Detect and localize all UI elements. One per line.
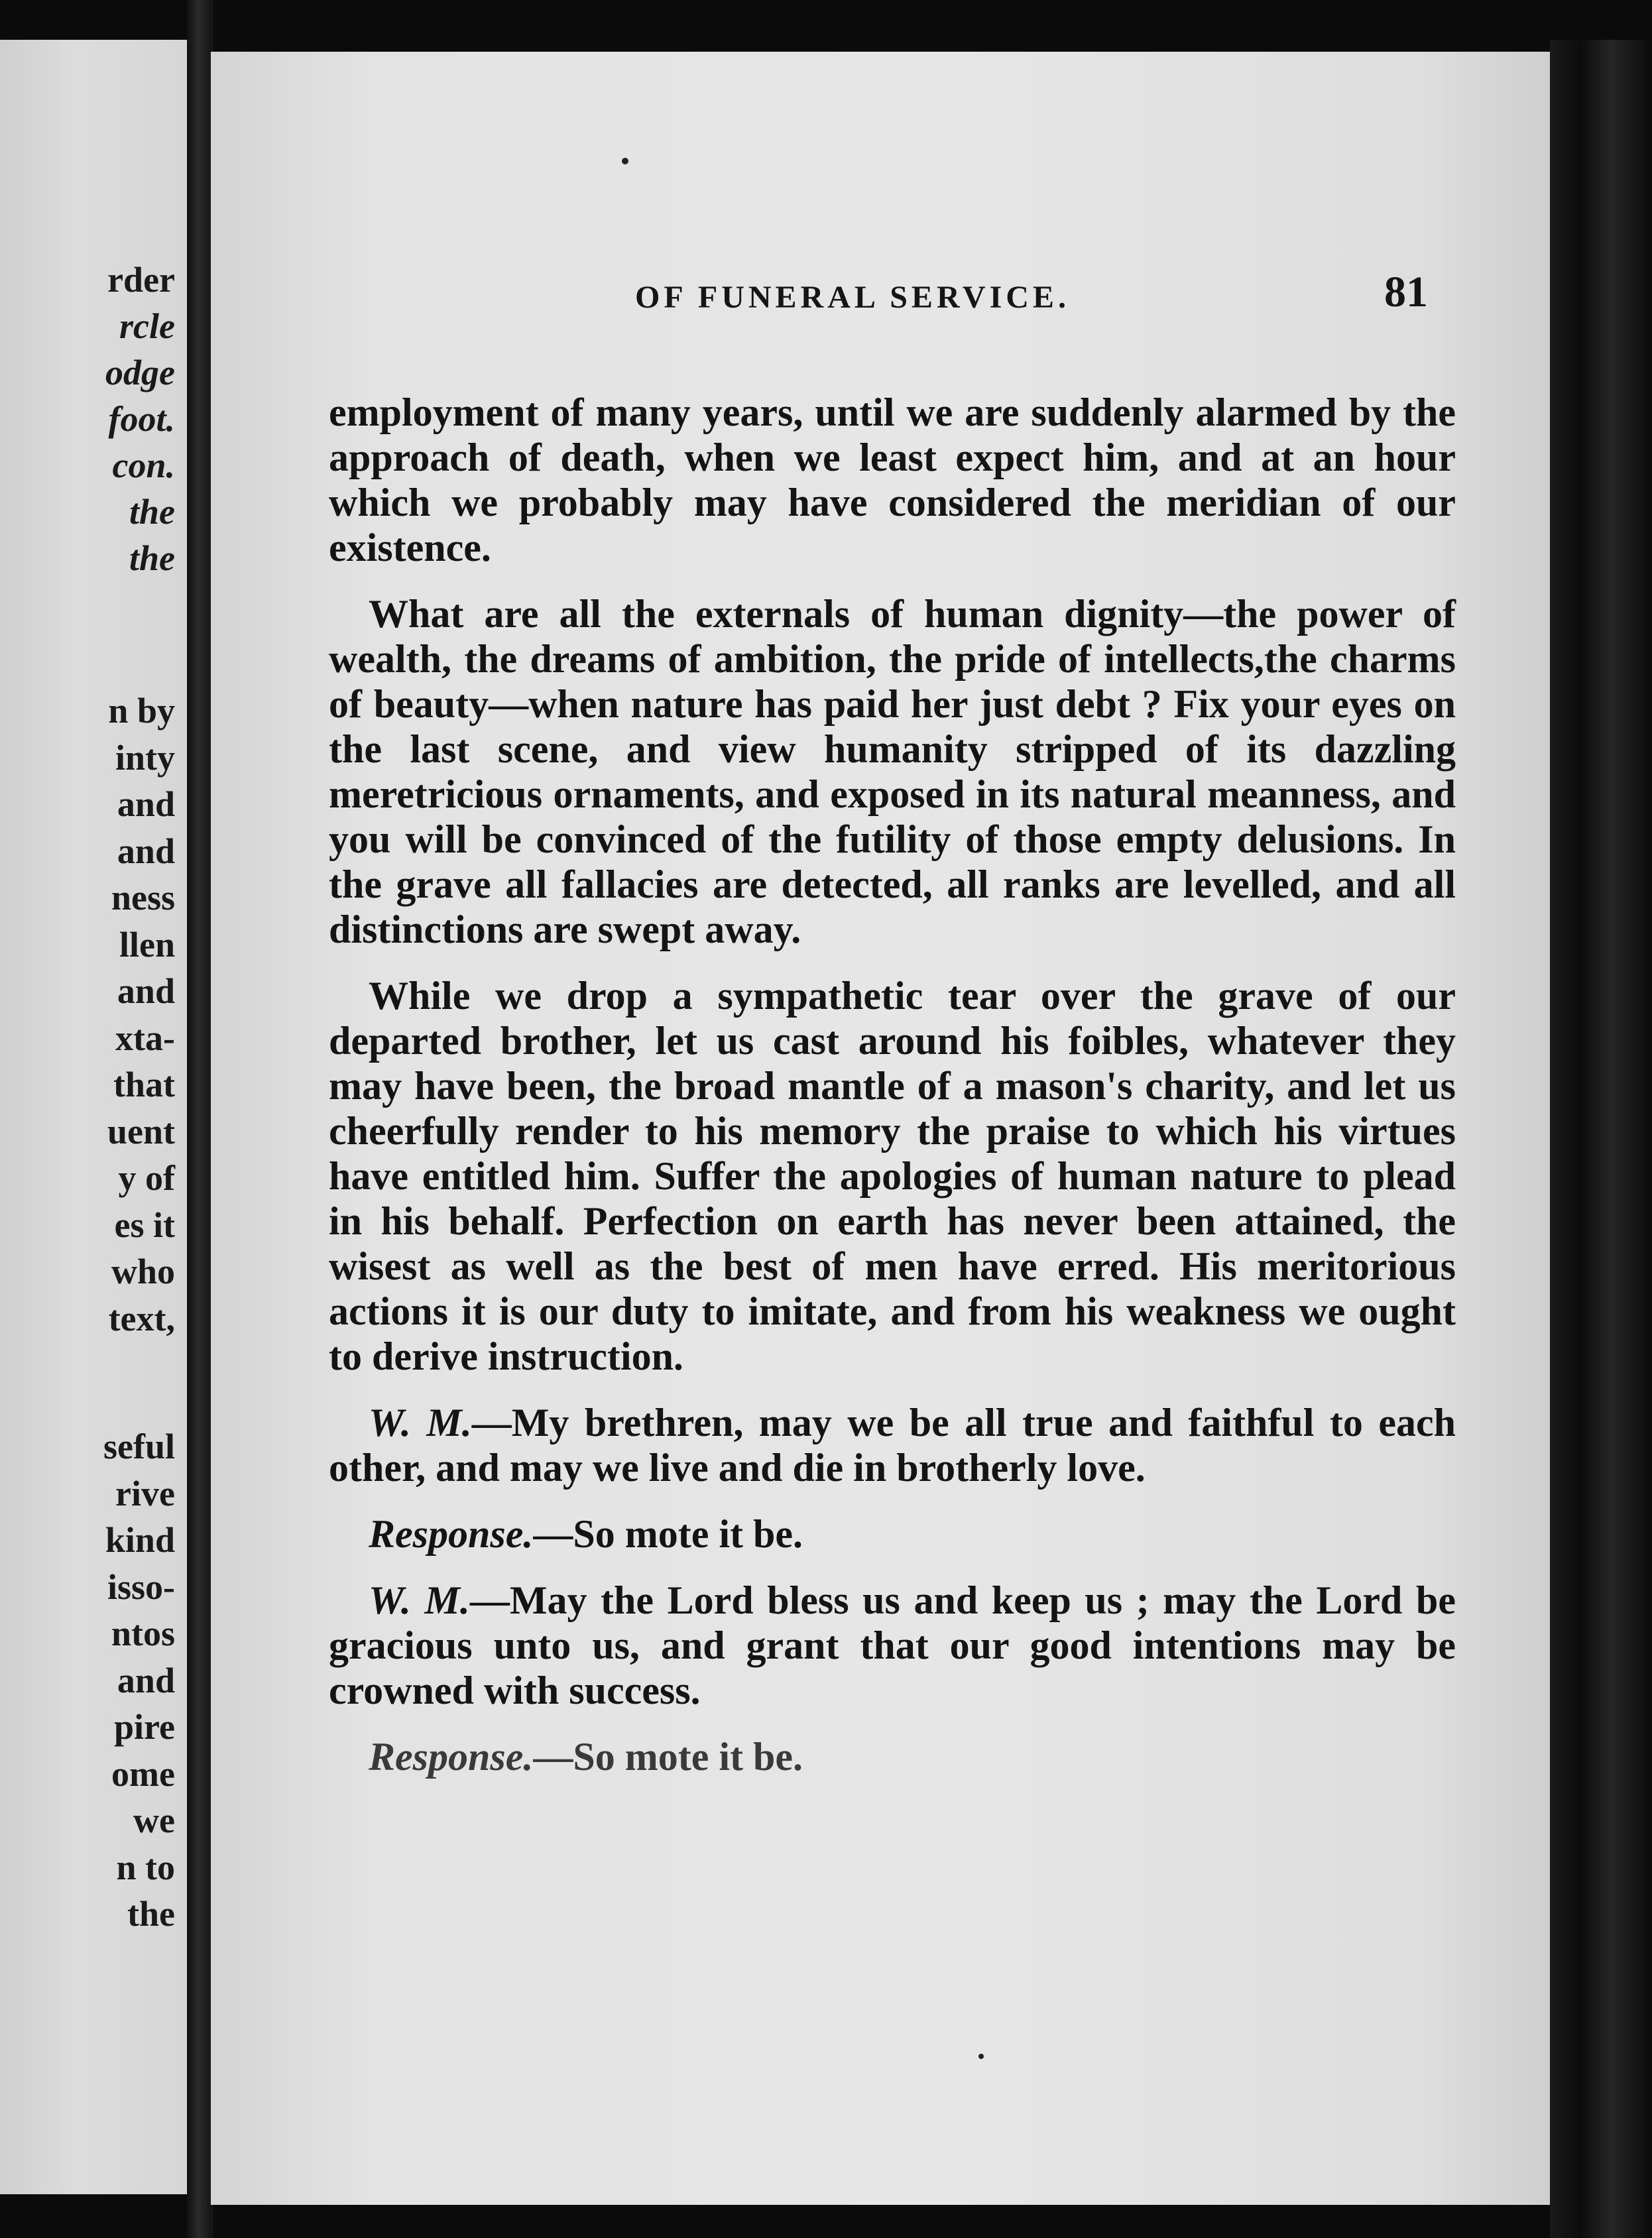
page-body: [329, 390, 1456, 1800]
left-facing-page: [0, 40, 187, 2194]
left-page-line: foot.: [108, 399, 175, 439]
left-page-line: xta-: [115, 1018, 175, 1058]
left-page-line: the: [129, 492, 175, 532]
left-page-line: we: [133, 1800, 175, 1840]
left-page-line: uent: [107, 1111, 175, 1151]
left-page-line: y of: [118, 1158, 175, 1198]
left-page-line: rder: [107, 260, 175, 300]
paragraph-2: [329, 591, 1456, 952]
left-page-line: rive: [115, 1473, 175, 1513]
left-page-line: the: [129, 538, 175, 578]
left-page-line: n by: [108, 691, 175, 731]
paragraph-text: employment of many years, until we are suddenly alarmed by the approach of death, when we least expect him, and at an hour which we probably may have considered the meridian of our existence.: [329, 390, 1456, 569]
paragraph-6: [329, 1578, 1456, 1713]
left-page-line: seful: [103, 1427, 175, 1466]
left-page-line: isso-: [107, 1566, 175, 1607]
paragraph-text: —May the Lord bless us and keep us ; may the Lord be gracious unto us, and grant that our good intentions may be crowned with success.: [329, 1578, 1456, 1712]
running-head: OF FUNERAL SERVICE.: [635, 280, 1070, 315]
paragraph-1: [329, 390, 1456, 570]
paragraph-text: While we drop a sympathetic tear over the grave of our departed brother, let us cast around his foibles, whatever they may have been, the broad mantle of a mason's charity, and let us cheerfully render to his memory the praise to which his virtues have entitled him. Suffer the apologies of human nature to plead in his behalf. Perfection on earth has never been attained, the wisest as well as the best of men have erred. His meritorious actions it is our duty to imitate, and from his weakness we ought to derive instruction.: [329, 974, 1456, 1378]
print-speck: [622, 158, 628, 164]
left-page-line: who: [111, 1252, 175, 1291]
paragraph-4: [329, 1400, 1456, 1490]
paragraph-text: —My brethren, may we be all true and faithful to each other, and may we live and die in brotherly love.: [329, 1401, 1456, 1490]
paragraph-3: [329, 973, 1456, 1379]
book-gutter: [187, 0, 213, 2238]
speaker-label: W. M.: [369, 1578, 470, 1622]
paragraph-text: —So mote it be.: [533, 1735, 803, 1779]
paragraph-7: [329, 1734, 1456, 1779]
paragraph-text: What are all the externals of human dignity—the power of wealth, the dreams of ambition, the pride of intellects,the charms of beauty—when nature has paid her just debt ? Fix your eyes on the last scene, and view humanity stripped of its dazzling meretricious ornaments, and exposed in its natural meanness, and you will be convinced of the futility of those empty delusions. In the grave all fallacies are detected, all ranks are levelled, and all distinctions are swept away.: [329, 592, 1456, 951]
paragraph-text: —So mote it be.: [533, 1512, 803, 1556]
left-page-line: and: [117, 971, 175, 1011]
left-page-line: llen: [119, 924, 175, 965]
left-page-line: odge: [105, 353, 175, 392]
page-number: 81: [1384, 268, 1428, 316]
page-header: [211, 267, 1550, 320]
left-page-line: and: [117, 1660, 175, 1700]
left-page-line: n to: [116, 1847, 175, 1887]
print-speck: [978, 2054, 984, 2059]
speaker-label: W. M.: [369, 1401, 472, 1444]
left-page-line: ome: [111, 1753, 175, 1794]
left-page-line: the: [127, 1894, 175, 1934]
left-page-line: pire: [114, 1707, 175, 1747]
left-page-line: inty: [115, 737, 175, 778]
speaker-label: Response.: [369, 1735, 534, 1779]
right-page-edge: [1550, 40, 1652, 2238]
left-page-line: con.: [112, 445, 175, 485]
left-page-line: and: [117, 784, 175, 824]
left-page-line: ness: [111, 878, 175, 917]
left-page-line: and: [117, 831, 175, 871]
left-page-line: es it: [114, 1205, 175, 1245]
left-page-line: that: [113, 1065, 175, 1104]
paragraph-5: [329, 1511, 1456, 1557]
speaker-label: Response.: [369, 1512, 534, 1556]
left-page-line: text,: [108, 1298, 175, 1338]
left-page-line: ntos: [111, 1614, 175, 1653]
book-page: [211, 52, 1550, 2205]
left-page-line: rcle: [119, 306, 175, 346]
left-page-line: kind: [105, 1520, 175, 1560]
